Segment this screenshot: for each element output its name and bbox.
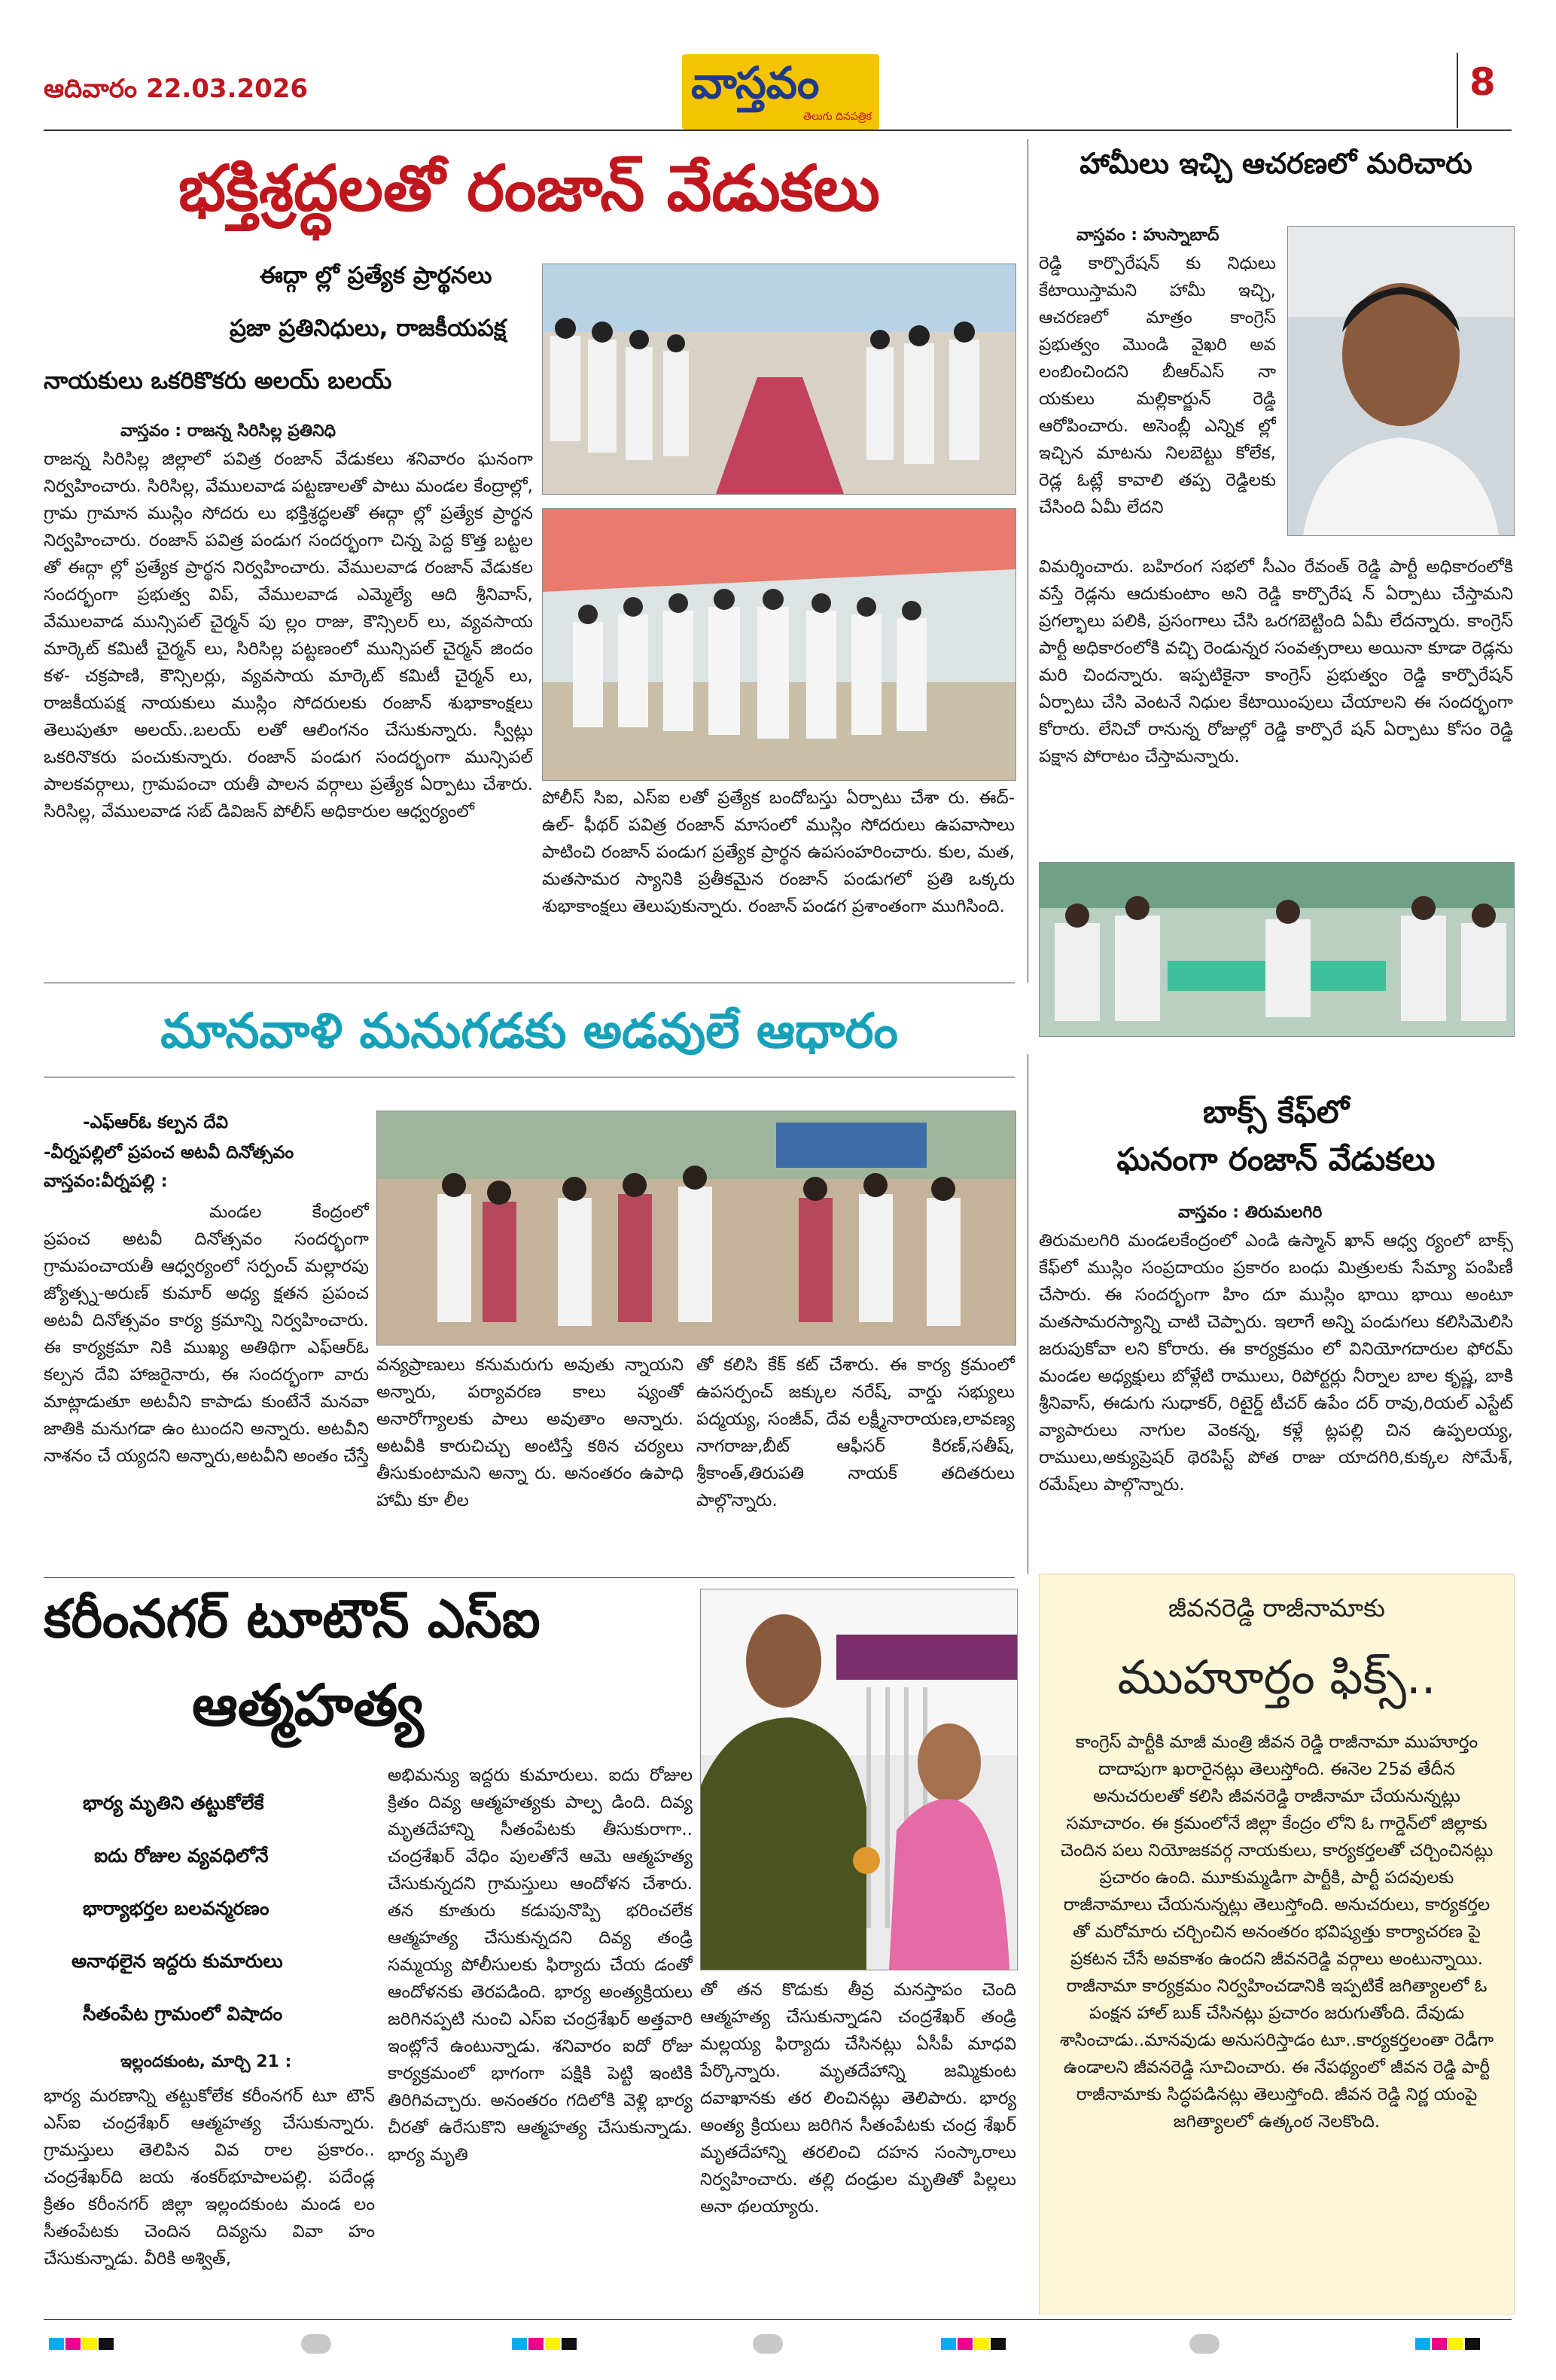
footer-rule (44, 2319, 1512, 2320)
si-body-col1: భార్య మరణాన్ని తట్టుకోలేక కరీంనగర్ టూ టౌన్ ఎస్ఐ చంద్రశేఖర్ ఆత్మహత్య చేసుకున్నారు. గ్రామస్తులు తెలిపిన వివ రాల ప్రకారం.. చంద్రశేఖర్‌ది జయ శంకర్‌భూపాలపల్లి. పదేండ్ల క్రితం కరీంనగర్ జిల్లా ఇల్లందకుంట మండ లం సీతంపేటకు చెందిన దివ్యను వివా హం చేసుకున్నాడు. వీరికి అశ్విత్, (44, 2086, 375, 2269)
si-subhead-1: భార్య మృతిని తట్టుకోలేకే (83, 1792, 264, 1814)
registration-circle-1 (301, 2334, 331, 2354)
forest-body-col2: వన్యప్రాణులు కనుమరుగు అవుతు న్నాయని అన్నారు, పర్యావరణ కాలు ష్యంతో అనారోగ్యాలకు పాలు అవుతాం అన్నారు. అటవీకి కారుచిచ్చు అంటిస్తే కఠిన చర్యలు తీసుకుంటామని అన్నా రు. అనంతరం ఉపాధి హామీ కూ లీల (376, 1355, 684, 1510)
page-number: 8 (1469, 60, 1496, 104)
jeevan-headline: ముహూర్తం ఫిక్స్.. (1117, 1650, 1436, 1705)
forest-day-group-photo (376, 1111, 1016, 1345)
registration-marks-left (49, 2338, 115, 2350)
si-subhead-4: అనాథలైన ఇద్దరు కుమారులు (72, 1950, 283, 1972)
prayer-rows-photo (542, 508, 1016, 781)
ramzan-subhead-2: ప్రజా ప్రతినిధులు, రాజకీయపక్ష (230, 315, 507, 342)
homeelu-headline: హామీలు ఇచ్చి ఆచరణలో మరిచారు (1079, 147, 1472, 180)
eidgah-crowd-photo (542, 264, 1016, 495)
si-subhead-2: ఐదు రోజుల వ్యవధిలోనే (94, 1845, 269, 1867)
couple-photo (700, 1589, 1018, 1970)
ramzan-body: రాజన్న సిరిసిల్ల జిల్లాలో పవిత్ర రంజాన్ వేడుకలు శనివారం ఘనంగా నిర్వహించారు. సిరిసిల్ల, వేములవాడ పట్టణాలతో పాటు మండల కేంద్రాల్లో, గ్రామ గ్రామాన ముస్లిం సోదరు లు భక్తిశ్రద్ధలతో ఈద్గా ల్లో ప్రత్యేక ప్రార్థన నిర్వహించారు. రంజాన్ పవిత్ర పండుగ సందర్భంగా చిన్న పెద్ద కొత్త బట్టల తో ఈద్గా ల్లో ప్రత్యేక ప్రార్థన నిర్వహించారు. వేములవాడ రంజాన్ వేడుకల సందర్భంగా ప్రభుత్వ విప్, వేములవాడ ఎమ్మెల్యే ఆది శ్రీనివాస్, వేములవాడ మున్సిపల్ చైర్మన్ పు ల్లం రాజు, కౌన్సిలర్ లు, వ్యవసాయ మార్కెట్ కమిటీ చైర్మన్ లు, సిరిసిల్ల పట్టణంలో మున్సిపల్ చైర్మన్ జిందం కళ- చక్రపాణి, కౌన్సిలర్లు, వ్యవసాయ మార్కెట్ కమిటీ చైర్మన్ లు, రాజకీయపక్ష నాయకులు ముస్లిం సోదరులకు రంజాన్ శుభాకాంక్షలు తెలుపుతూ అలయ్..బలయ్ లతో ఆలింగనం చేసుకున్నారు. స్వీట్లు ఒకరినొకరు పంచుకున్నారు. రంజాన్ పండుగ సందర్భంగా మున్సిపల్ పాలకవర్గాలు, గ్రామపంచా యతీ పాలన వర్గాలు ప్రత్యేక ఏర్పాటు చేశారు. సిరిసిల్ల, వేములవాడ సబ్ డివిజన్ పోలీస్ అధికారుల ఆధ్వర్యంలో (44, 449, 533, 821)
si-byline: ఇల్లందకుంట, మార్చి 21 : (120, 2052, 292, 2071)
forest-headline: మానవాళి మనుగడకు అడవులే ఆధారం (160, 1004, 898, 1059)
box-cafe-headline-1: బాక్స్ కేఫ్‌లో (1203, 1093, 1349, 1130)
registration-marks-center-left (512, 2338, 578, 2350)
homeelu-body-cont: విమర్శించారు. బహిరంగ సభలో సీఎం రేవంత్ రెడ్డి పార్టీ అధికారంలోకి వస్తే రెడ్లను ఆదుకుంటాం అని రెడ్డి కార్పొరేష న్ ఏర్పాటు చేస్తామని ప్రగల్భాలు పలికి, ప్రసంగాలు చేసి ఒరగబెట్టింది ఏమీ లేదన్నారు. కాంగ్రెస్ పార్టీ అధికారంలోకి వచ్చి రెండున్నర సంవత్సరాలు అయినా కూడా రెడ్లను మరి చిందన్నారు. ఇప్పటికైనా కాంగ్రెస్ ప్రభుత్వం రెడ్డి కార్పొరేషన్ ఏర్పాటు చేసి వెంటనే నిధుల కేటాయింపులు చేయాలని ఈ సందర్భంగా కోరారు. లేనిచో రానున్న రోజుల్లో రెడ్డి కార్పొరే షన్ ఏర్పాటు కోసం రెడ్డి పక్షాన పోరాటం చేస్తామన్నారు. (1039, 557, 1513, 766)
ramzan-subhead-3: నాయకులు ఒకరికొకరు అలయ్ బలయ్ (44, 367, 392, 395)
masthead-title: వాస్తవం (691, 57, 820, 108)
header-rule (44, 130, 1512, 131)
cafe-group-photo (1039, 862, 1515, 1037)
forest-body: మండల కేంద్రంలో ప్రపంచ అటవీ దినోత్సవం సందర్భంగా గ్రామపంచాయతీ ఆధ్వర్యంలో సర్పంచ్ మల్లారపు జ్యోత్స్న-అరుణ్ కుమార్ అధ్య క్షతన ప్రపంచ అటవీ దినోత్సవం కార్య క్రమాన్ని నిర్వహించారు. ఈ కార్యక్రమా నికి ముఖ్య అతిథిగా ఎఫ్ఆర్ఓ కల్పన దేవి హాజరైనారు, ఈ సందర్భంగా వారు మాట్లాడుతూ అటవీని కాపాడు కుంటేనే మనవా జాతికి మనుగడా ఉం టుందని అన్నారు. అటవీని నాశనం చే య్యదని అన్నారు,అటవీని అంతం చేస్తే (44, 1202, 369, 1466)
jeevan-kicker: జీవనరెడ్డి రాజీనామాకు (1168, 1593, 1385, 1623)
si-headline-2: ఆత్మహత్య (192, 1671, 424, 1739)
si-top-rule (44, 1577, 1015, 1578)
si-body-col2: అభిమన్యు ఇద్దరు కుమారులు. ఐదు రోజుల క్రితం దివ్య ఆత్మహత్యకు పాల్ప డింది. దివ్య మృతదేహాన్ని సీతంపేటకు తీసుకురాగా.. చంద్రశేఖర్ వేధిం పులతోనే ఆమె ఆత్మహత్య చేసుకున్నదని గ్రామస్తులు ఆందోళన చేశారు. తన కూతురు కడుపునొప్పి భరించలేక ఆత్మహత్య చేసుకున్నదని దివ్య తండ్రి సమ్మయ్య పోలీసులకు ఫిర్యాదు చేయ డంతో ఆందోళనకు తెరపడింది. భార్య అంత్యక్రియలు జరిగినప్పటి నుంచి ఎస్ఐ చంద్రశేఖర్ అత్తవారి ఇంట్లోనే ఉంటున్నాడు. శనివారం ఐదో రోజు కార్యక్రమంలో భాగంగా పక్షికి పెట్టి ఇంటికి తిరిగివచ్చారు. అనంతరం గదిలోకి వెళ్లి భార్య చీరతో ఉరేసుకొని ఆత్మహత్య చేసుకున్నాడు. భార్య మృతి (388, 1766, 693, 2165)
header-date: ఆదివారం 22.03.2026 (44, 74, 309, 104)
jeevan-body: కాంగ్రెస్ పార్టీకి మాజీ మంత్రి జీవన రెడ్డి రాజీనామా ముహూర్తం దాదాపుగా ఖరారైనట్లు తెలుస్తోంది. ఈనెల 25వ తేదీన అనుచరులతో కలిసి జీవనరెడ్డి రాజీనామా చేయనున్నట్లు సమాచారం. ఈ క్రమంలోనే జిల్లా కేంద్రం లోని ఓ గార్డెన్‌లో జిల్లాకు చెందిన పలు నియోజకవర్గ నాయకులు, కార్యకర్తలతో చర్చించినట్లు ప్రచారం ఉంది. మూకుమ్మడిగా పార్టీకి, పార్టీ పదవులకు రాజీనామాలు చేయనున్నట్లు తెలుస్తోంది. అనుచరులు, కార్యకర్తల తో మరోమారు చర్చించిన అనంతరం భవిష్యత్తు కార్యాచరణ పై ప్రకటన చేసే అవకాశం ఉందని జీవనరెడ్డి వర్గాలు అంటున్నాయి. రాజీనామా కార్యక్రమం నిర్వహించడానికి ఇప్పటికే జగిత్యాలలో ఓ పంక్షన హాల్ బుక్ చేసినట్లు ప్రచారం జరుగుతోంది. దేవుడు శాసించాడు..మానవుడు అనుసరిస్తాడం టూ..కార్యకర్తలంతా రెడీగా ఉండాలని జీవనరెడ్డి సూచించారు. ఈ నేపథ్యంలో జీవన రెడ్డి పార్టీ రాజీనామాకు సిద్ధపడినట్లు తెలుస్తోంది. జీవన రెడ్డి నిర్ణ యంపై జగిత్యాలలో ఉత్కంఠ నెలకొంది. (1059, 1732, 1494, 2132)
si-headline-1: కరీంనగర్ టూటౌన్ ఎస్ఐ (44, 1588, 540, 1650)
si-subhead-5: సీతంపేట గ్రామంలో విషాదం (83, 2003, 283, 2025)
registration-circle-3 (1189, 2334, 1220, 2354)
header-divider (1457, 53, 1458, 128)
masthead-logo (682, 54, 879, 130)
registration-circle-2 (753, 2334, 783, 2354)
ramzan-subhead-1: ఈద్గా ల్లో ప్రత్యేక ప్రార్థనలు (260, 262, 492, 289)
jeevan-box (1039, 1574, 1515, 2314)
registration-marks-right (1415, 2338, 1481, 2350)
masthead-tagline: తెలుగు దినపత్రిక (802, 111, 872, 123)
forest-subhead: -వీర్నపల్లిలో ప్రపంచ అటవీ దినోత్సవం (44, 1143, 294, 1163)
forest-body-col3: తో కలిసి కేక్ కట్ చేశారు. ఈ కార్య క్రమంలో ఉపసర్పంచ్ జక్కుల నరేష్, వార్డు సభ్యులు పద్మయ్య, సంజీవ్, దేవ లక్ష్మీనారాయణ,లావణ్య నాగరాజు,బీట్ ఆఫీసర్ కిరణ్,సతీష్, శ్రీకాంత్,తిరుపతి నాయక్ తదితరులు పాల్గొన్నారు. (696, 1355, 1015, 1510)
box-cafe-headline-2: ఘనంగా రంజాన్ వేడుకలు (1116, 1141, 1436, 1178)
forest-credit: -ఎఫ్ఆర్ఓ కల్పన దేవి (83, 1113, 229, 1132)
ramzan-headline: భక్తిశ్రద్ధలతో రంజాన్ వేడుకలు (178, 151, 880, 225)
ramzan-byline: వాస్తవం : రాజన్న సిరిసిల్ల ప్రతినిధి (120, 422, 336, 440)
ramzan-body-cont: పోలీస్ సిఐ, ఎస్ఐ లతో ప్రత్యేక బందోబస్తు ఏర్పాటు చేశా రు. ఈద్- ఉల్- ఫీథర్ పవిత్ర రంజాన్ మాసంలో ముస్లిం సోదరులు ఉపవాసాలు పాటించి రంజాన్ పండుగ ప్రత్యేక ప్రార్థన ఉపసంహరించారు. కుల, మత, మతసామర స్యానికి ప్రతీకమైన రంజాన్ పండుగలో ప్రతి ఒక్కరు శుభాకాంక్షలు తెలుపుకున్నారు. రంజాన్ పండగ ప్రశాంతంగా ముగిసింది. (542, 788, 1015, 916)
box-cafe-byline: వాస్తవం : తిరుమలగిరి (1178, 1203, 1323, 1222)
registration-marks-center-right (941, 2338, 1007, 2350)
homeelu-byline: వాస్తవం : హుస్నాబాద్ (1076, 226, 1220, 245)
box-cafe-body: తిరుమలగిరి మండలకేంద్రంలో ఎండి ఉస్మాన్ ఖాన్ ఆధ్వ ర్యంలో బాక్స్ కేఫ్‌లో ముస్లిం సంప్రదాయం ప్రకారం బంధు మిత్రులకు సేమ్యా పంపిణీ చేసారు. ఈ సందర్భంగా హిం దూ ముస్లిం భాయి భాయి అంటూ మతసామరస్యాన్ని చాటి చెప్పారు. ఇలాగే అన్ని పండుగలు కలిసిమెలిసి జరుపుకోవా లని కోరారు. ఈ కార్యక్రమం లో వినియోగదారుల ఫోరమ్ మండల అధ్యక్షులు బోళ్లేటి రాములు, రిపోర్టర్లు నీర్నాల బాల కృష్ణ, బాకి శ్రీనివాస్, ఈడుగు సుధాకర్, రిటైర్డ్ టీచర్ ఉపేం దర్ రావు,రియల్ ఎస్టేట్ వ్యాపారులు నాగుల వెంకన్న, కళ్లే ట్లపల్లి చిన ఉప్పలయ్య, రాములు,అక్యుప్రెషర్ థెరపిస్ట్ పోత రాజు యాదగిరి,కుక్కల సోమేశ్, రమేష్‌లు పాల్గొన్నారు. (1039, 1231, 1513, 1495)
forest-byline: వాస్తవం:వీర్నపల్లి : (44, 1172, 168, 1191)
leader-portrait-photo (1287, 226, 1515, 536)
si-body-col3: తో తన కొడుకు తీవ్ర మనస్తాపం చెంది ఆత్మహత్య చేసుకున్నాడని చంద్రశేఖర్ తండ్రి మల్లయ్య ఫిర్యాదు చేసినట్లు ఏసీపీ మాధవి పేర్కొన్నారు. మృతదేహాన్ని జమ్మికుంట దవాఖానకు తర లించినట్లు తెలిపారు. భార్య అంత్య క్రియలు జరిగిన సీతంపేటకు చంద్ర శేఖర్ మృతదేహాన్ని తరలించి దహన సంస్కారాలు నిర్వహించారు. తల్లి దండ్రుల మృతితో పిల్లలు అనా థలయ్యారు. (700, 1980, 1016, 2217)
si-subhead-3: భార్యాభర్తల బలవన్మరణం (83, 1897, 269, 1919)
homeelu-body: రెడ్డి కార్పొరేషన్ కు నిధులు కేటాయిస్తామని హామీ ఇచ్చి, ఆచరణలో మాత్రం కాంగ్రెస్ ప్రభుత్వం మొండి వైఖరి అవ లంబించిందని బీఆర్ఎస్ నా యకులు మల్లికార్జున్ రెడ్డి ఆరోపించారు. అసెంబ్లీ ఎన్నిక ల్లో ఇచ్చిన మాటను నిలబెట్టు కోలేక, రెడ్ల ఓట్లే కావాలి తప్ప రెడ్డిలకు చేసింది ఏమీ లేదని (1039, 254, 1276, 517)
